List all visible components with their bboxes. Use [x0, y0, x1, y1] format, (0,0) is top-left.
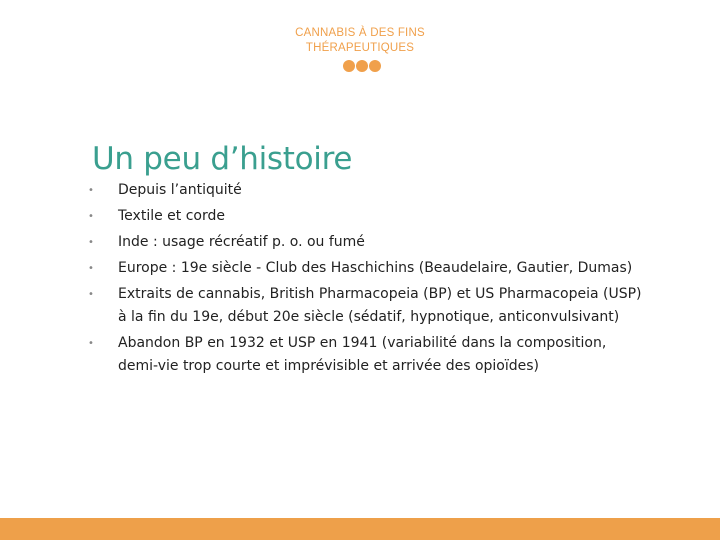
- list-item-text: Abandon BP en 1932 et USP en 1941 (variabilité dans la composition, demi-vie trop courte et imprévisible et arrivée des opioïdes): [118, 335, 607, 374]
- section-header-line1: CANNABIS À DES FINS: [295, 27, 425, 39]
- bullet-icon: •: [88, 211, 94, 222]
- slide-title: Un peu d’histoire: [92, 140, 353, 177]
- list-item: [88, 205, 648, 228]
- bullet-icon: •: [88, 263, 94, 274]
- list-item: [88, 179, 648, 202]
- section-header-line2: THÉRAPEUTIQUES: [305, 42, 415, 54]
- list-item: [88, 283, 648, 329]
- footer-bar: [0, 518, 720, 540]
- list-item-text: Extraits de cannabis, British Pharmacopeia (BP) et US Pharmacopeia (USP) à la fin du 19e, début 20e siècle (sédatif, hypnotique, anticonvulsivant): [118, 286, 642, 325]
- dot-icon: [356, 60, 368, 72]
- list-item-text: Depuis l’antiquité: [118, 182, 242, 198]
- dot-icon: [369, 60, 381, 72]
- list-item-text: Inde : usage récréatif p. o. ou fumé: [118, 234, 365, 250]
- decorative-dots: [343, 60, 381, 72]
- dot-icon: [343, 60, 355, 72]
- list-item: [88, 257, 648, 280]
- bullet-icon: •: [88, 185, 94, 196]
- bullet-icon: •: [88, 289, 94, 300]
- list-item: [88, 332, 648, 378]
- bullet-list: [88, 179, 648, 381]
- bullet-icon: •: [88, 237, 94, 248]
- section-header: [0, 26, 720, 56]
- list-item-text: Textile et corde: [118, 208, 225, 224]
- list-item: [88, 231, 648, 254]
- bullet-icon: •: [88, 338, 94, 349]
- list-item-text: Europe : 19e siècle - Club des Haschichins (Beaudelaire, Gautier, Dumas): [118, 260, 633, 276]
